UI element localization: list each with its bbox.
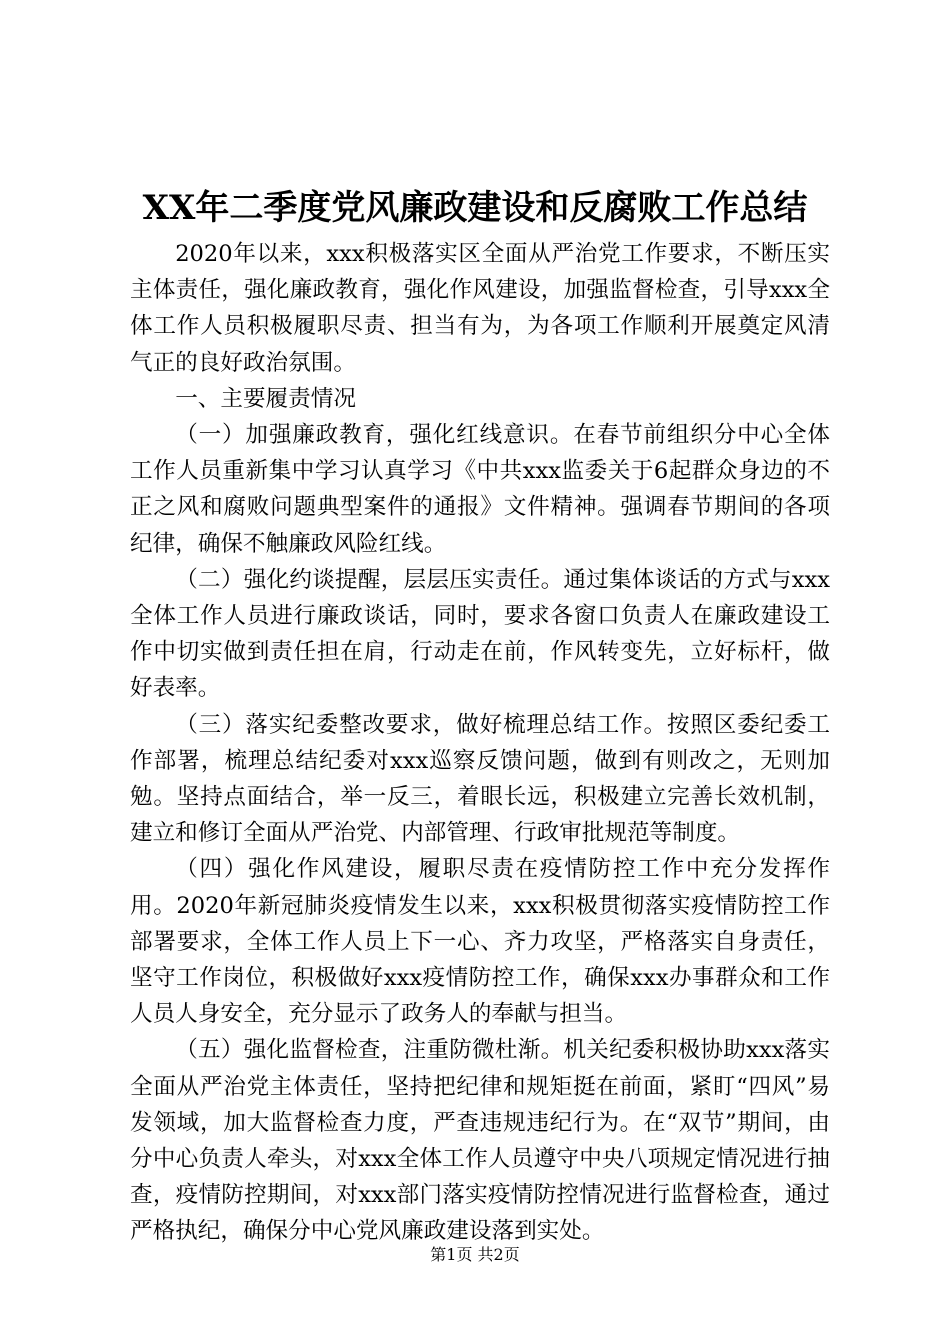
paragraph-4: （四）强化作风建设，履职尽责在疫情防控工作中充分发挥作用。2020年新冠肺炎疫情发生以来，xxx积极贯彻落实疫情防控工作部署要求，全体工作人员上下一心、齐力攻坚，严格落实自身责任，坚守工作岗位，积极做好xxx疫情防控工作，确保xxx办事群众和工作人员人身安全，充分显示了政务人的奉献与担当。 <box>130 856 830 1028</box>
page-footer: 第1页 共2页 <box>430 1245 520 1264</box>
document-title: XX年二季度党风廉政建设和反腐败工作总结 <box>142 188 808 228</box>
paragraph-3: （三）落实纪委整改要求，做好梳理总结工作。按照区委纪委工作部署，梳理总结纪委对xxx巡察反馈问题，做到有则改之，无则加勉。坚持点面结合，举一反三，着眼长远，积极建立完善长效机制，建立和修订全面从严治党、内部管理、行政审批规范等制度。 <box>130 711 830 847</box>
paragraph-1: （一）加强廉政教育，强化红线意识。在春节前组织分中心全体工作人员重新集中学习认真学习《中共xxx监委关于6起群众身边的不正之风和腐败问题典型案件的通报》文件精神。强调春节期间的各项纪律，确保不触廉政风险红线。 <box>130 422 830 557</box>
paragraph-5: （五）强化监督检查，注重防微杜渐。机关纪委积极协助xxx落实全面从严治党主体责任，坚持把纪律和规矩挺在前面，紧盯“四风”易发领域，加大监督检查力度，严查违规违纪行为。在“双节”期间，由分中心负责人牵头，对xxx全体工作人员遵守中央八项规定情况进行抽查，疫情防控期间，对xxx部门落实疫情防控情况进行监督检查，通过严格执纪，确保分中心党风廉政建设落到实处。 <box>130 1037 830 1245</box>
paragraph-2: （二）强化约谈提醒，层层压实责任。通过集体谈话的方式与xxx全体工作人员进行廉政谈话，同时，要求各窗口负责人在廉政建设工作中切实做到责任担在肩，行动走在前，作风转变先，立好标杆，做好表率。 <box>130 566 830 702</box>
document-body <box>130 236 830 1250</box>
section-heading: 一、主要履责情况 <box>175 385 356 412</box>
intro-paragraph: 2020年以来，xxx积极落实区全面从严治党工作要求，不断压实主体责任，强化廉政教育，强化作风建设，加强监督检查，引导xxx全体工作人员积极履职尽责、担当有为，为各项工作顺利开展奠定风清气正的良好政治氛围。 <box>130 241 830 376</box>
